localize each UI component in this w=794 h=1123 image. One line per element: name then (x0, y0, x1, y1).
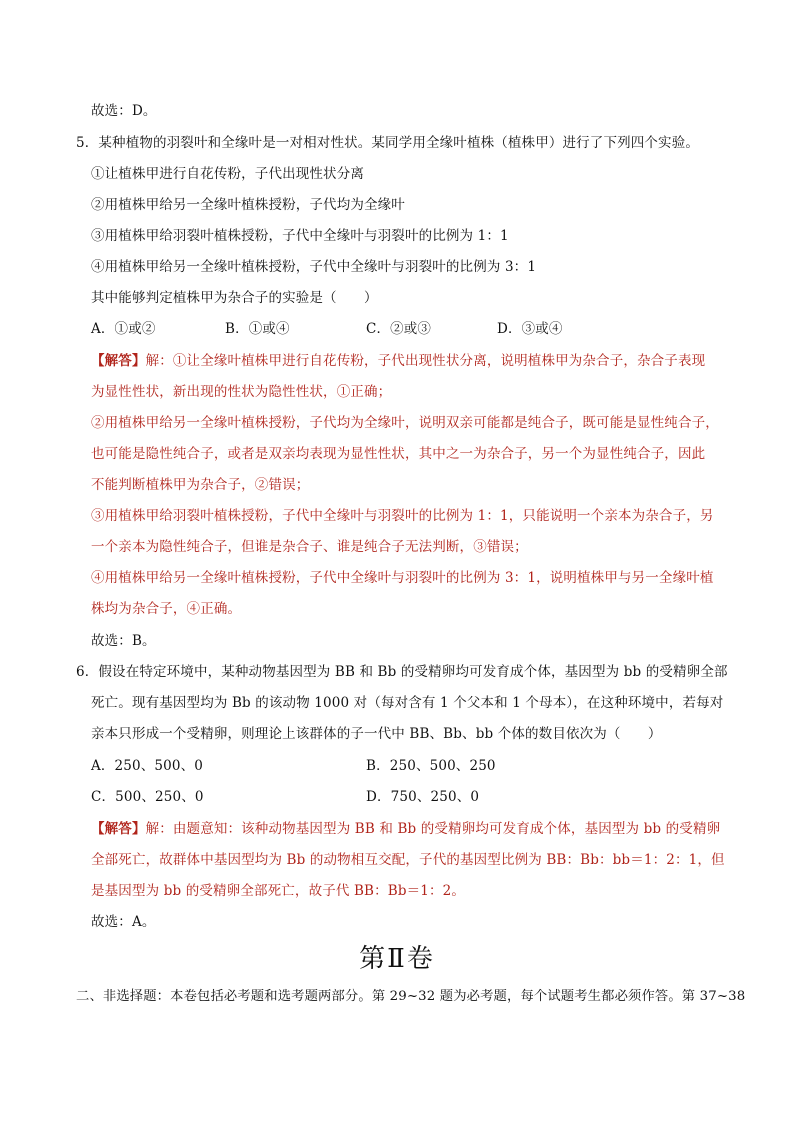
q5-solution-line-4: 也可能是隐性纯合子，或者是双亲均表现为显性性状，其中之一为杂合子，另一个为显性纯合子，因此 (91, 446, 706, 462)
q4-answer: 故选：D。 (91, 103, 157, 119)
q5-option-a: A．①或② (91, 321, 156, 337)
q6-options-row-1 (91, 756, 731, 776)
q6-stem-line-1: 6．假设在特定环境中，某种动物基因型为 BB 和 Bb 的受精卵均可发育成个体，基因型为 bb 的受精卵全部 (76, 664, 728, 680)
q6-option-d: D．750、250、0 (366, 789, 480, 805)
q5-item-1: ①让植株甲进行自花传粉，子代出现性状分离 (91, 166, 364, 182)
q5-item-4: ④用植株甲给另一全缘叶植株授粉，子代中全缘叶与羽裂叶的比例为 3：1 (91, 259, 537, 275)
q6-option-c: C．500、250、0 (91, 789, 204, 805)
q5-solution-line-3: ②用植株甲给另一全缘叶植株授粉，子代均为全缘叶，说明双亲可能都是纯合子，既可能是显性纯合子， (91, 415, 719, 431)
q5-solution-line-6: ③用植株甲给羽裂叶植株授粉，子代中全缘叶与羽裂叶的比例为 1：1，只能说明一个亲本为杂合子，另 (91, 508, 714, 524)
q5-option-c: C．②或③ (366, 321, 432, 337)
q5-answer: 故选：B。 (91, 633, 156, 649)
q5-solution-line-2: 为显性性状，新出现的性状为隐性性状，①正确； (91, 384, 392, 400)
q5-solution-line-5: 不能判断植株甲为杂合子，②错误； (91, 477, 310, 493)
q5-option-b: B．①或④ (225, 321, 290, 337)
q6-stem-line-2: 死亡。现有基因型均为 Bb 的该动物 1000 对（每对含有 1 个父本和 1 个母本），在这种环境中，若每对 (91, 695, 724, 711)
q5-stem: 5．某种植物的羽裂叶和全缘叶是一对相对性状。某同学用全缘叶植株（植株甲）进行了下列四个实验。 (76, 135, 699, 151)
q5-solution-line-8: ④用植株甲给另一全缘叶植株授粉，子代中全缘叶与羽裂叶的比例为 3：1，说明植株甲与另一全缘叶植 (91, 570, 714, 586)
q5-question: 其中能够判定植株甲为杂合子的实验是（ ） (91, 290, 378, 306)
q5-solution-line-9: 株均为杂合子，④正确。 (91, 601, 242, 617)
q6-stem-line-3: 亲本只形成一个受精卵，则理论上该群体的子一代中 BB、Bb、bb 个体的数目依次为（ ） (91, 726, 662, 742)
q6-option-b: B．250、500、250 (366, 758, 496, 774)
section-title: 第Ⅱ卷 (359, 944, 435, 974)
q5-item-2: ②用植株甲给另一全缘叶植株授粉，子代均为全缘叶 (91, 197, 405, 213)
q6-solution-tag: 【解答】 (91, 821, 146, 837)
q5-option-d: D．③或④ (497, 321, 563, 337)
q6-answer: 故选：A。 (91, 914, 156, 930)
q6-option-a: A．250、500、0 (91, 758, 204, 774)
q6-solution-line-2: 全部死亡，故群体中基因型均为 Bb 的动物相互交配，子代的基因型比例为 BB：Bb：bb＝1：2：1，但 (91, 852, 725, 868)
q5-item-3: ③用植株甲给羽裂叶植株授粉，子代中全缘叶与羽裂叶的比例为 1：1 (91, 228, 509, 244)
q6-options-row-2 (91, 787, 731, 807)
q5-solution-line-7: 一个亲本为隐性纯合子，但谁是杂合子、谁是纯合子无法判断，③错误； (91, 539, 528, 555)
q5-solution-line-1: 【解答】解：①让全缘叶植株甲进行自花传粉，子代出现性状分离，说明植株甲为杂合子，杂合子表现 (91, 353, 706, 369)
q5-options (91, 319, 731, 339)
section-intro: 二、非选择题：本卷包括必考题和选考题两部分。第 29~32 题为必考题，每个试题考生都必须作答。第 37~38 (76, 989, 746, 1004)
q6-solution-line-1: 【解答】解：由题意知：该种动物基因型为 BB 和 Bb 的受精卵均可发育成个体，基因型为 bb 的受精卵 (91, 821, 721, 837)
q6-solution-line-3: 是基因型为 bb 的受精卵全部死亡，故子代 BB：Bb＝1：2。 (91, 883, 466, 899)
q5-solution-tag: 【解答】 (91, 353, 146, 369)
